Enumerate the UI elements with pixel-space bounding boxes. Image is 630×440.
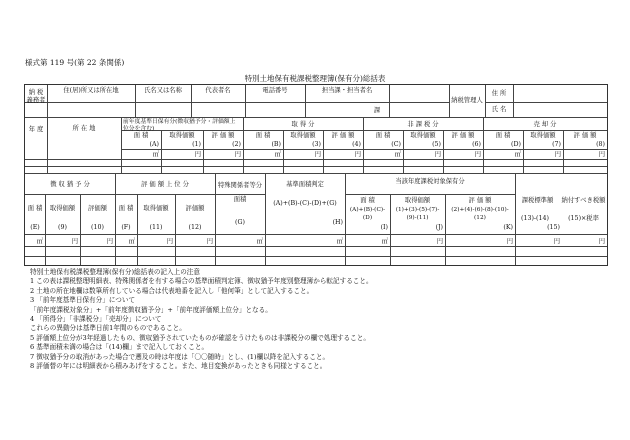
note-item: 7 徴収猶予分の取消があった場合で遡及の時は年度は「〇〇随時」とし、(1)欄以降を記入すること。	[30, 352, 330, 361]
unit-yen: 円	[314, 151, 321, 158]
taxpayer-label: 納 税 義務者	[26, 89, 46, 104]
marker: (9)	[58, 224, 67, 231]
admin-label: 納税管理人	[451, 97, 483, 104]
judge-unit: (H)	[332, 219, 343, 226]
nontaxable-header: 非 課 税 分	[407, 121, 439, 128]
representative-label: 代表者名	[205, 87, 231, 94]
phone-label: 電話番号	[262, 87, 288, 94]
col-cost: 取得価額	[169, 132, 195, 139]
unit-yen: 円	[554, 151, 561, 158]
officer-suffix: 課	[373, 107, 381, 114]
curr-cost-label: 取得価額	[404, 197, 431, 204]
section-divider	[25, 234, 607, 235]
unit-yen: 円	[598, 151, 605, 158]
admin-name-label: 氏 名	[491, 106, 507, 113]
marker: (12)	[188, 224, 202, 231]
col-divider	[215, 173, 216, 265]
officer-label: 担当課・担当者名	[321, 87, 373, 94]
marker: (1)	[192, 141, 201, 148]
row-divider	[485, 102, 607, 103]
curr-cost-unit: (J)	[435, 224, 443, 231]
row-divider	[25, 166, 607, 167]
marker: (A)	[149, 141, 159, 148]
current-header: 当該年度課税対象保有分	[395, 178, 465, 185]
unit-m2: ㎡	[256, 238, 263, 245]
marker: (6)	[472, 141, 481, 148]
sold-header: 売 却 分	[533, 121, 557, 128]
col-cost: 取得価額	[143, 205, 169, 212]
std-formula: (13)-(14)	[521, 215, 549, 222]
unit-yen: 円	[166, 238, 173, 245]
section-divider	[25, 159, 607, 160]
unit-yen: 円	[354, 151, 361, 158]
notes-section	[30, 268, 373, 371]
base-header: 前年度基準日保有分(徴収猶予分・評価額上位分を含む)	[123, 119, 236, 132]
col-value: 評価額	[185, 205, 205, 212]
name-label: 氏名又は名称	[144, 87, 182, 94]
judge-header: 基準面積判定	[286, 181, 324, 188]
col-value: 評 価 額	[211, 132, 235, 139]
unit-yen: 円	[71, 238, 78, 245]
marker: (8)	[596, 141, 605, 148]
unit-m2: ㎡	[152, 151, 159, 158]
row-divider	[345, 194, 515, 195]
judge-formula: (A)+(B)-(C)-(D)+(G)	[273, 200, 337, 207]
summary-table	[24, 84, 608, 266]
notes-heading: 特別土地保有税課税整理簿(保有分)総括表の記入上の注意	[30, 268, 200, 276]
marker: (E)	[30, 224, 40, 231]
unit-yen: 円	[194, 151, 201, 158]
special-header: 特殊関係者等分面積	[217, 182, 263, 203]
acquired-header: 取 得 分	[291, 121, 315, 128]
unit-m2: ㎡	[336, 238, 343, 245]
col-area: 面 積	[375, 132, 391, 139]
upper-header: 評 価 額 上 位 分	[141, 181, 189, 188]
note-item: 4 「所得分」「非課税分」「売却分」について	[30, 315, 162, 324]
location-label: 所 在 地	[72, 125, 96, 132]
year-label: 年 度	[28, 126, 44, 133]
unit-yen: 円	[434, 151, 441, 158]
marker: (3)	[312, 141, 321, 148]
col-cost: 取得価額	[49, 205, 76, 212]
marker: (2)	[232, 141, 241, 148]
col-area: 面 積	[133, 132, 149, 139]
col-divider	[513, 85, 514, 117]
unit-m2: ㎡	[381, 238, 388, 245]
unit-m2: ㎡	[36, 238, 43, 245]
col-area: 面 積	[495, 132, 511, 139]
col-area: 面 積	[27, 205, 43, 212]
marker: (C)	[391, 141, 401, 148]
marker: (D)	[511, 141, 521, 148]
col-value: 評 価 額	[573, 132, 597, 139]
marker: (B)	[271, 141, 281, 148]
unit-yen: 円	[436, 238, 443, 245]
note-item: 2 土地の所在地欄は数筆所有している場合は代表地番を記入し「他何筆」として記入すること。	[30, 286, 314, 295]
unit-m2: ㎡	[128, 238, 135, 245]
note-item: 8 評価替の年には明細表から積みあげをすること。また、地目変換があったときも同様とすること。	[30, 362, 327, 371]
curr-value-formula: (2)+(4)-(6)-(8)-(10)-(12)	[451, 207, 509, 221]
curr-area-formula: (A)+(B)-(C)-(D)	[349, 207, 386, 221]
col-area: 面 積	[118, 205, 134, 212]
col-value: 評 価 額	[451, 132, 475, 139]
note-item: これらの異動分は基準日前1年間のものであること。	[30, 324, 186, 333]
note-item: 6 基準面積未満の場合は「(14)欄」まで記入しておくこと。	[30, 343, 209, 352]
col-cost: 取得価額	[410, 132, 436, 139]
unit-yen: 円	[553, 238, 560, 245]
col-cost: 取得価額	[290, 132, 316, 139]
admin-address-label: 住 所	[491, 90, 507, 97]
row-divider	[25, 256, 607, 257]
std-header: 課税標準額	[521, 197, 554, 204]
note-item: 5 評価額上位分が3年経過したもの、徴収猶予されていたものが確認をうけたものは非課税分の欄で処理すること。	[30, 333, 370, 342]
note-item: 3 「前年度基準日保有分」について	[30, 296, 136, 305]
marker: (7)	[552, 141, 561, 148]
unit-m2: ㎡	[394, 151, 401, 158]
row-divider	[25, 102, 449, 103]
note-item: 1 この表は課税整理明細表、特殊関係者を有する場合の基準面積判定簿、徴収猶予年度別整理簿から転記すること。	[30, 277, 373, 286]
marker: (4)	[352, 141, 361, 148]
curr-value-label: 評 価 額	[468, 197, 492, 204]
unit-yen: 円	[206, 238, 213, 245]
col-value: 評 価 額	[331, 132, 355, 139]
curr-area-unit: (I)	[380, 224, 388, 231]
curr-cost-formula: (1)+(3)-(5)-(7)-(9)-(11)	[395, 207, 440, 221]
marker: (10)	[91, 224, 104, 231]
section-divider	[25, 173, 607, 174]
row-divider	[121, 149, 607, 150]
unit-yen: 円	[598, 238, 605, 245]
payable-formula: (15)×税率	[568, 215, 599, 222]
deferred-header: 徴 収 猶 予 分	[50, 181, 90, 188]
unit-yen: 円	[106, 238, 113, 245]
note-item: 「前年度課税対象分」+「前年度徴収猶予分」+「前年度評価額上位分」となる。	[30, 305, 272, 314]
unit-m2: ㎡	[274, 151, 281, 158]
marker: (5)	[432, 141, 441, 148]
marker: (11)	[149, 224, 163, 231]
col-area: 面 積	[255, 132, 271, 139]
col-value: 評価額	[88, 205, 107, 212]
curr-value-unit: (K)	[503, 224, 513, 231]
unit-m2: ㎡	[514, 151, 521, 158]
form-title: 特別土地保有税課税整理簿(保有分)総括表	[244, 74, 386, 83]
col-cost: 取得価額	[530, 132, 556, 139]
section-divider	[25, 117, 607, 118]
row-divider	[25, 246, 607, 247]
form-number: 様式第 119 号(第 22 条関係)	[25, 58, 125, 67]
marker: (F)	[121, 224, 131, 231]
unit-yen: 円	[474, 151, 481, 158]
std-unit: (15)	[547, 224, 560, 231]
payable-header: 納付すべき税額	[561, 197, 606, 204]
address-label: 住(居)所又は所在地	[63, 87, 119, 94]
curr-area-label: 面 積	[360, 197, 375, 204]
special-marker: (G)	[235, 219, 245, 226]
unit-yen: 円	[234, 151, 241, 158]
unit-yen: 円	[506, 238, 513, 245]
